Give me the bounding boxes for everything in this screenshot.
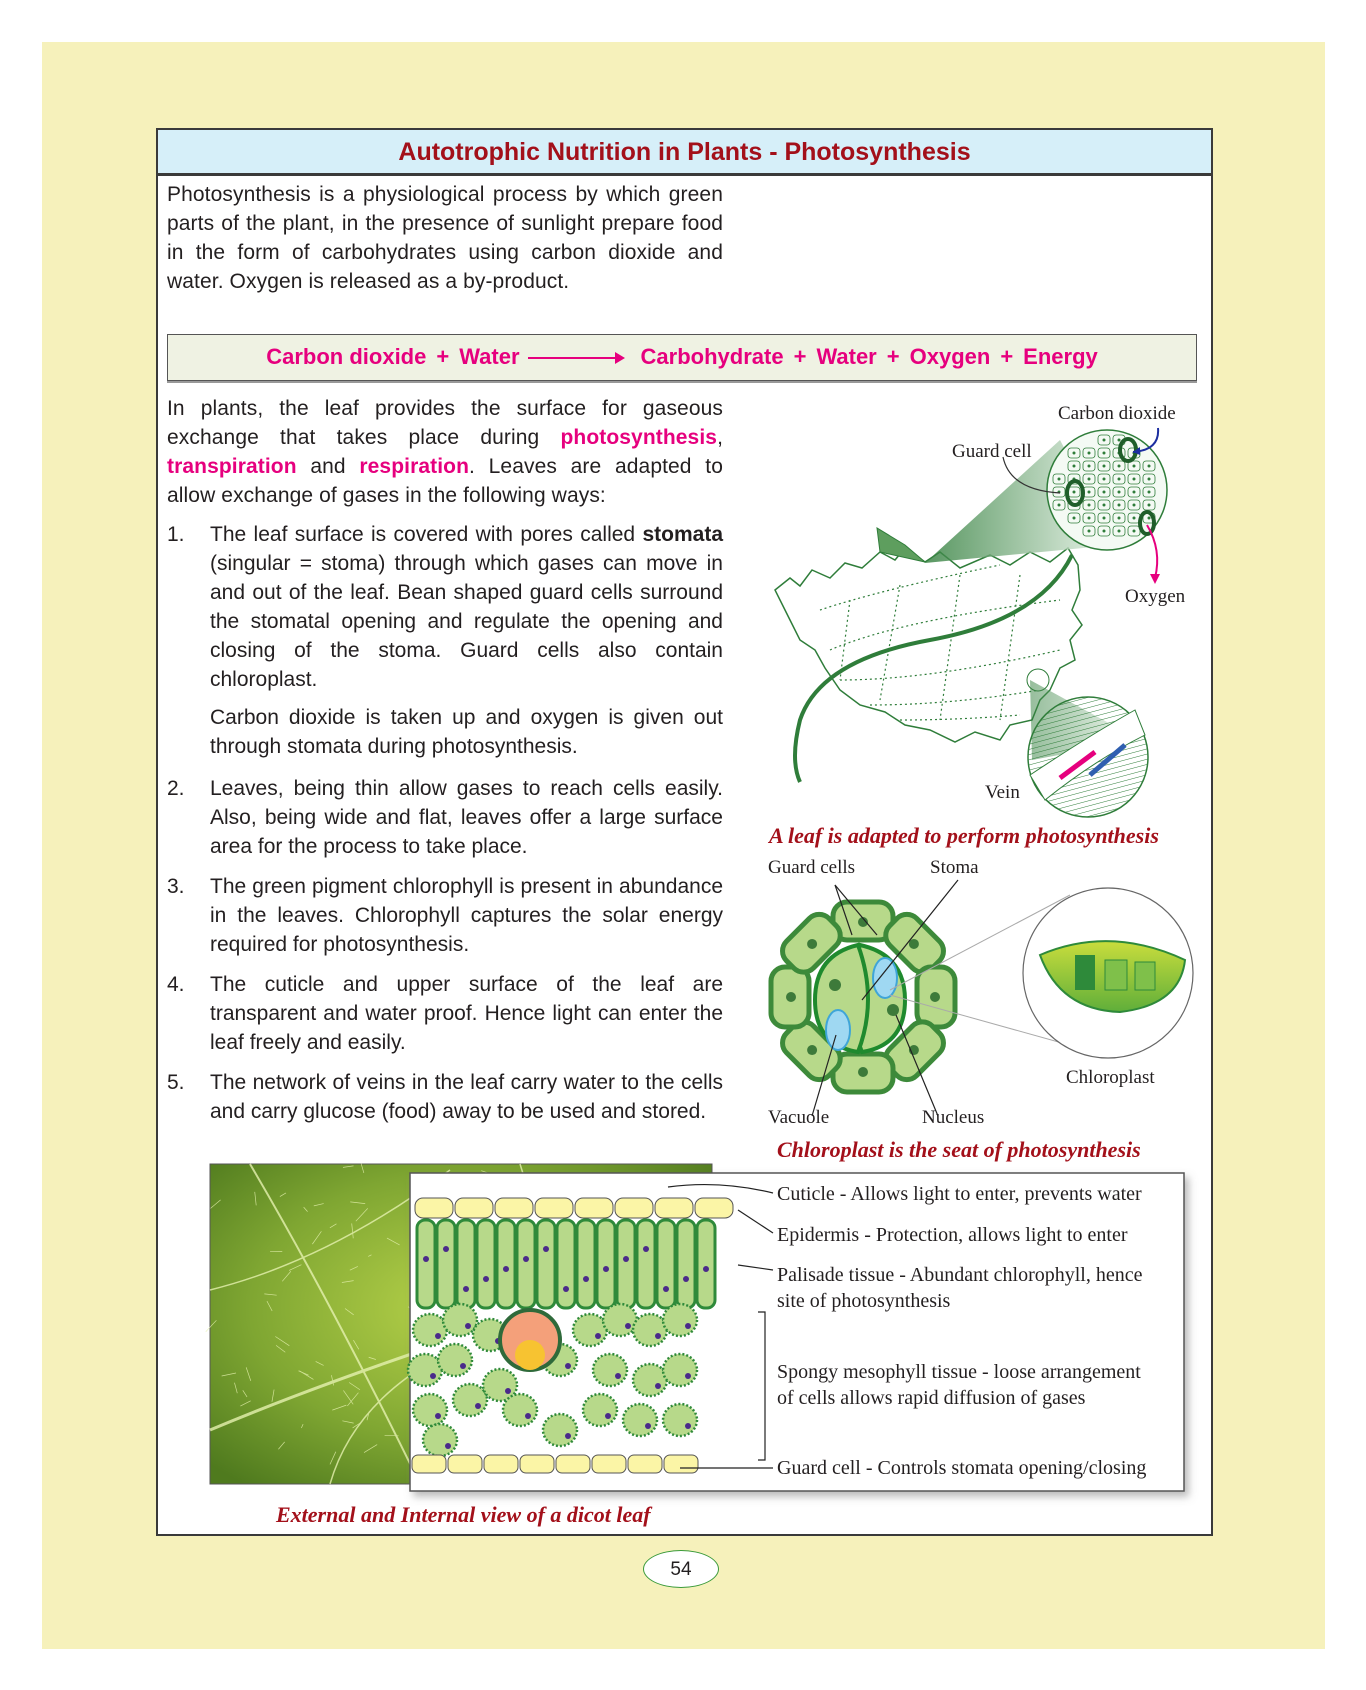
- cell-nucleus: [625, 1323, 631, 1329]
- vacuole: [826, 1010, 850, 1050]
- lower-epidermis-cell: [556, 1455, 590, 1473]
- cell-nucleus: [605, 1413, 611, 1419]
- eq-plus: +: [793, 344, 807, 369]
- text: site of photosynthesis: [777, 1290, 951, 1312]
- cell-nucleus: [1118, 439, 1121, 442]
- cell-nucleus: [1088, 478, 1091, 481]
- cell-nucleus: [483, 1276, 489, 1282]
- upper-epidermis-cell: [535, 1198, 573, 1218]
- cell-nucleus: [1058, 478, 1061, 481]
- palisade-cell: [437, 1220, 455, 1308]
- caption-leaf-adapted: A leaf is adapted to perform photosynthesis: [769, 823, 1159, 848]
- text: and: [296, 455, 360, 478]
- cell-nucleus: [430, 1373, 436, 1379]
- list-text: The green pigment chlorophyll is present in abundance in the leaves. Chlorophyll captures the solar energy required for photosynthesis.: [210, 875, 723, 956]
- lower-epidermis-cell: [448, 1455, 482, 1473]
- text: (singular = stoma) through which gases can move in and out of the leaf. Bean shaped guard cells surround the stomatal opening and regulate the opening and closing of the stoma. Guard cells also contain chloroplast.: [210, 552, 723, 691]
- bold-term-stomata: stomata: [642, 523, 723, 546]
- cell-nucleus: [445, 1443, 451, 1449]
- cell-nucleus: [930, 992, 940, 1002]
- cell-nucleus: [543, 1246, 549, 1252]
- cell-nucleus: [523, 1256, 529, 1262]
- upper-epidermis-cell: [655, 1198, 693, 1218]
- cell-nucleus: [1103, 530, 1106, 533]
- lower-epidermis-cell: [664, 1455, 698, 1473]
- cell-nucleus: [685, 1423, 691, 1429]
- cell-nucleus: [435, 1333, 441, 1339]
- cell-nucleus: [1133, 517, 1136, 520]
- upper-epidermis-cell: [455, 1198, 493, 1218]
- eq-plus: +: [886, 344, 900, 369]
- cell-nucleus: [655, 1383, 661, 1389]
- list-number: 1.: [167, 523, 185, 546]
- label-spongy: [777, 1359, 1141, 1411]
- cell-nucleus: [1148, 491, 1151, 494]
- label-cuticle: Cuticle - Allows light to enter, prevents water: [777, 1183, 1142, 1205]
- subsidiary-cell: [917, 967, 955, 1027]
- cell-nucleus: [685, 1323, 691, 1329]
- cell-nucleus: [1118, 465, 1121, 468]
- list-number: 4.: [167, 973, 185, 996]
- nucleus: [887, 1004, 899, 1016]
- spongy-cell: [543, 1414, 577, 1446]
- cell-nucleus: [685, 1373, 691, 1379]
- cell-nucleus: [583, 1276, 589, 1282]
- spongy-cell: [503, 1394, 537, 1426]
- cell-nucleus: [1088, 465, 1091, 468]
- spongy-cell: [603, 1304, 637, 1336]
- label-guard-cell-xs: Guard cell - Controls stomata opening/closing: [777, 1457, 1147, 1479]
- label-guard-cell: Guard cell: [952, 441, 1032, 462]
- keyword-photosynthesis: photosynthesis: [560, 426, 718, 449]
- cell-nucleus: [623, 1256, 629, 1262]
- lower-epidermis-cell: [628, 1455, 662, 1473]
- cell-nucleus: [1118, 530, 1121, 533]
- spongy-cell: [663, 1304, 697, 1336]
- cell-nucleus: [1073, 517, 1076, 520]
- eq-product-water: Water: [816, 344, 877, 369]
- spongy-cell: [423, 1424, 457, 1456]
- palisade-cell: [557, 1220, 575, 1308]
- label-chloroplast: Chloroplast: [1066, 1067, 1155, 1088]
- cell-nucleus: [435, 1413, 441, 1419]
- text: . Leaves are adapted to allow exchange of gases in the following ways:: [167, 455, 723, 507]
- label-epidermis: Epidermis - Protection, allows light to enter: [777, 1224, 1128, 1246]
- cell-nucleus: [1133, 491, 1136, 494]
- leaf-illustration: [775, 428, 1167, 817]
- label-palisade: [777, 1262, 1142, 1314]
- cell-nucleus: [1118, 478, 1121, 481]
- label-stoma: Stoma: [930, 857, 979, 878]
- spongy-cell: [443, 1304, 477, 1336]
- cell-nucleus: [1073, 491, 1076, 494]
- cell-nucleus: [1148, 504, 1151, 507]
- cell-nucleus: [1088, 491, 1091, 494]
- cell-nucleus: [595, 1333, 601, 1339]
- spongy-cell: [583, 1394, 617, 1426]
- cell-nucleus: [465, 1323, 471, 1329]
- cell-nucleus: [1073, 465, 1076, 468]
- cell-nucleus: [1133, 478, 1136, 481]
- spongy-cell: [413, 1394, 447, 1426]
- palisade-cell: [477, 1220, 495, 1308]
- leaf-cross-section: [408, 1173, 1184, 1491]
- cell-nucleus: [643, 1246, 649, 1252]
- upper-epidermis-cell: [495, 1198, 533, 1218]
- cell-nucleus: [1088, 452, 1091, 455]
- cell-nucleus: [505, 1388, 511, 1394]
- keyword-respiration: respiration: [359, 455, 470, 478]
- cell-nucleus: [565, 1433, 571, 1439]
- list-text: The network of veins in the leaf carry water to the cells and carry glucose (food) away to be used and stored.: [210, 1071, 723, 1123]
- palisade-cell: [657, 1220, 675, 1308]
- cell-nucleus: [1118, 517, 1121, 520]
- cell-nucleus: [858, 1067, 868, 1077]
- upper-epidermis-cell: [615, 1198, 653, 1218]
- phloem: [515, 1340, 545, 1370]
- spongy-cell: [453, 1384, 487, 1416]
- cell-nucleus: [1118, 504, 1121, 507]
- cell-nucleus: [1118, 491, 1121, 494]
- cell-nucleus: [1133, 504, 1136, 507]
- text: The leaf surface is covered with pores called: [210, 523, 643, 546]
- caption-dicot-leaf: External and Internal view of a dicot leaf: [276, 1502, 651, 1527]
- upper-epidermis-cell: [415, 1198, 453, 1218]
- eq-plus: +: [1000, 344, 1014, 369]
- cell-nucleus: [1073, 452, 1076, 455]
- eq-product-energy: Energy: [1023, 344, 1098, 369]
- vacuole: [873, 958, 897, 998]
- list-extra-text: Carbon dioxide is taken up and oxygen is given out through stomata during photosynthesis.: [210, 706, 723, 758]
- list-number: 5.: [167, 1071, 185, 1094]
- cell-nucleus: [1058, 504, 1061, 507]
- cell-nucleus: [1103, 439, 1106, 442]
- palisade-cell: [497, 1220, 515, 1308]
- lower-epidermis-cell: [412, 1455, 446, 1473]
- cell-nucleus: [703, 1266, 709, 1272]
- cell-nucleus: [525, 1413, 531, 1419]
- label-vacuole: Vacuole: [768, 1107, 830, 1128]
- label-vein: Vein: [985, 782, 1020, 803]
- page-number: 54: [643, 1550, 719, 1588]
- cell-nucleus: [603, 1266, 609, 1272]
- cell-nucleus: [1088, 530, 1091, 533]
- cell-nucleus: [683, 1276, 689, 1282]
- cell-nucleus: [663, 1286, 669, 1292]
- cell-nucleus: [1088, 504, 1091, 507]
- cell-nucleus: [565, 1363, 571, 1369]
- intro-paragraph: Photosynthesis is a physiological process by which green parts of the plant, in the presence of sunlight prepare food in the form of carbohydrates using carbon dioxide and water. Oxygen is released as a by-product.: [167, 183, 723, 293]
- palisade-cell: [697, 1220, 715, 1308]
- caption-chloroplast: Chloroplast is the seat of photosynthesis: [777, 1137, 1141, 1162]
- cell-nucleus: [475, 1403, 481, 1409]
- palisade-cell: [597, 1220, 615, 1308]
- list-number: 2.: [167, 777, 185, 800]
- palisade-cell: [517, 1220, 535, 1308]
- spongy-cell: [663, 1354, 697, 1386]
- lower-epidermis-cell: [520, 1455, 554, 1473]
- cell-nucleus: [786, 992, 796, 1002]
- list-text: Leaves, being thin allow gases to reach cells easily. Also, being wide and flat, leaves offer a large surface area for the process to take place.: [210, 777, 723, 858]
- palisade-cell: [637, 1220, 655, 1308]
- label-carbon-dioxide: Carbon dioxide: [1058, 403, 1176, 424]
- text: ,: [717, 426, 723, 449]
- cell-nucleus: [655, 1333, 661, 1339]
- label-nucleus: Nucleus: [922, 1107, 985, 1128]
- cell-nucleus: [1103, 465, 1106, 468]
- palisade-cell: [537, 1220, 555, 1308]
- subsidiary-cell: [771, 967, 809, 1027]
- cell-nucleus: [1103, 452, 1106, 455]
- palisade-cell: [577, 1220, 595, 1308]
- text: Spongy mesophyll tissue - loose arrangement: [777, 1361, 1141, 1383]
- palisade-cell: [417, 1220, 435, 1308]
- palisade-cell: [677, 1220, 695, 1308]
- cell-nucleus: [423, 1256, 429, 1262]
- spongy-cell: [593, 1354, 627, 1386]
- cell-nucleus: [1148, 465, 1151, 468]
- lower-epidermis-cell: [592, 1455, 626, 1473]
- cell-nucleus: [1133, 530, 1136, 533]
- text: Palisade tissue - Abundant chlorophyll, hence: [777, 1264, 1143, 1286]
- upper-epidermis-cell: [575, 1198, 613, 1218]
- cell-nucleus: [563, 1286, 569, 1292]
- eq-reactant-co2: Carbon dioxide: [266, 344, 427, 369]
- eq-product-oxygen: Oxygen: [909, 344, 991, 369]
- keyword-transpiration: transpiration: [167, 455, 297, 478]
- cell-nucleus: [615, 1373, 621, 1379]
- lower-epidermis-cell: [484, 1455, 518, 1473]
- cell-nucleus: [1148, 517, 1151, 520]
- label-oxygen: Oxygen: [1125, 586, 1186, 607]
- nucleus: [829, 979, 841, 991]
- spongy-cell: [438, 1344, 472, 1376]
- cell-nucleus: [1103, 478, 1106, 481]
- palisade-cell: [457, 1220, 475, 1308]
- page-title: Autotrophic Nutrition in Plants - Photosynthesis: [156, 128, 1213, 176]
- cell-nucleus: [443, 1246, 449, 1252]
- eq-reactant-water: Water: [459, 344, 520, 369]
- text: In plants, the leaf provides the surface for gaseous exchange that takes place during: [167, 397, 723, 449]
- cell-nucleus: [1148, 478, 1151, 481]
- spongy-cell: [663, 1404, 697, 1436]
- cell-nucleus: [645, 1423, 651, 1429]
- spongy-cell: [623, 1404, 657, 1436]
- text: of cells allows rapid diffusion of gases: [777, 1387, 1086, 1409]
- cell-nucleus: [460, 1363, 466, 1369]
- list-number: 3.: [167, 875, 185, 898]
- upper-epidermis-cell: [695, 1198, 733, 1218]
- cell-nucleus: [1133, 465, 1136, 468]
- list-text: The cuticle and upper surface of the leaf are transparent and water proof. Hence light can enter the leaf freely and easily.: [210, 973, 723, 1054]
- eq-product-carbohydrate: Carbohydrate: [640, 344, 784, 369]
- cell-nucleus: [1103, 504, 1106, 507]
- cell-nucleus: [463, 1286, 469, 1292]
- cell-nucleus: [503, 1266, 509, 1272]
- cell-nucleus: [1088, 517, 1091, 520]
- palisade-cell: [617, 1220, 635, 1308]
- label-guard-cells: Guard cells: [768, 857, 856, 878]
- cell-nucleus: [1103, 491, 1106, 494]
- cell-nucleus: [1103, 517, 1106, 520]
- eq-plus: +: [436, 344, 450, 369]
